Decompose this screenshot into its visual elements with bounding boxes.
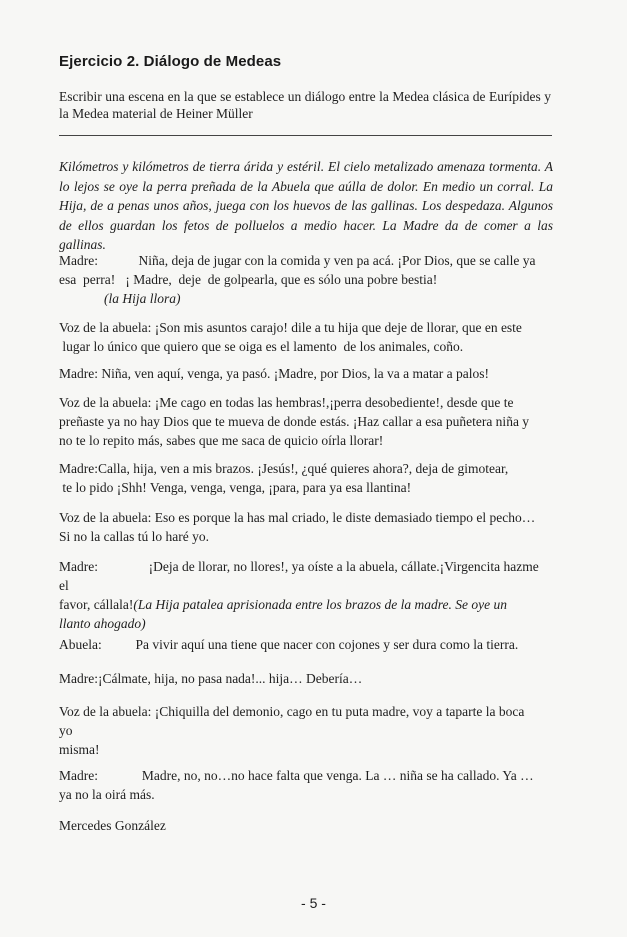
dialogue-line: ya no la oirá más. xyxy=(59,787,155,802)
page-number: - 5 - xyxy=(301,895,326,911)
dialogue-block-abuela-2 xyxy=(59,393,553,450)
dialogue-line: Madre: Niña, deja de jugar con la comida y ven pa acá. ¡Por Dios, que se calle ya xyxy=(59,253,536,268)
dialogue-line: Madre:¡Cálmate, hija, no pasa nada!... hija… Debería… xyxy=(59,671,363,686)
dialogue-line: Abuela: Pa vivir aquí una tiene que nacer con cojones y ser dura como la tierra. xyxy=(59,637,519,652)
dialogue-text: favor, cállala! xyxy=(59,597,134,612)
dialogue-block-madre-3 xyxy=(59,459,553,497)
dialogue-line: Voz de la abuela: Eso es porque la has mal criado, le diste demasiado tiempo el pecho… xyxy=(59,510,536,525)
dialogue-line: el xyxy=(59,578,69,593)
dialogue-block-madre-6 xyxy=(59,766,553,804)
dialogue-line: Voz de la abuela: ¡Chiquilla del demonio, cago en tu puta madre, voy a taparte la boca xyxy=(59,704,525,719)
horizontal-divider xyxy=(59,135,552,136)
dialogue-line xyxy=(59,595,553,614)
dialogue-block-abuela-3 xyxy=(59,508,553,546)
dialogue-block-abuela-1 xyxy=(59,318,553,356)
dialogue-line: Madre: Niña, ven aquí, venga, ya pasó. ¡Madre, por Dios, la va a matar a palos! xyxy=(59,366,489,381)
dialogue-line: preñaste ya no hay Dios que te mueva de donde estás. ¡Haz callar a esa puñetera niña y xyxy=(59,414,530,429)
dialogue-line: Voz de la abuela: ¡Son mis asuntos carajo! dile a tu hija que deje de llorar, que en este xyxy=(59,320,522,335)
stage-note: (la Hija llora) xyxy=(104,291,181,306)
dialogue-line: no te lo repito más, sabes que me saca de quicio oírla llorar! xyxy=(59,433,384,448)
dialogue-block-madre-4 xyxy=(59,557,553,633)
stage-note: (La Hija patalea aprisionada entre los brazos de la madre. Se oye un xyxy=(133,597,508,612)
dialogue-line: yo xyxy=(59,723,73,738)
stage-direction: Kilómetros y kilómetros de tierra árida y estéril. El cielo metalizado amenaza tormenta. A lo lejos se oye la perra preñada de la Abuela que aúlla de dolor. En medio un corral. La Hija, de a penas unos años, juega con los huevos de las gallinas. Los despedaza. Algunos de ellos guardan los fetos de polluelos a medio hacer. La Madre da de comer a las gallinas. xyxy=(59,159,553,253)
exercise-instructions: Escribir una escena en la que se establece un diálogo entre la Medea clásica de Eurípides y la Medea material de Heiner Müller xyxy=(59,89,551,121)
dialogue-block-abuela-5 xyxy=(59,702,553,759)
dialogue-line: Si no la callas tú lo haré yo. xyxy=(59,529,209,544)
dialogue-block-madre-5 xyxy=(59,669,553,688)
dialogue-line: misma! xyxy=(59,742,100,757)
dialogue-line: esa perra! ¡ Madre, deje de golpearla, que es sólo una pobre bestia! xyxy=(59,272,438,287)
dialogue-line: Madre: ¡Deja de llorar, no llores!, ya oíste a la abuela, cállate.¡Virgencita hazme xyxy=(59,559,539,574)
dialogue-line: lugar lo único que quiero que se oiga es el lamento de los animales, coño. xyxy=(59,339,464,354)
dialogue-block-abuela-4 xyxy=(59,635,553,654)
stage-note: llanto ahogado) xyxy=(59,616,146,631)
author-name: Mercedes González xyxy=(59,818,166,833)
author-signature xyxy=(59,816,553,835)
dialogue-line: Madre:Calla, hija, ven a mis brazos. ¡Jesús!, ¿qué quieres ahora?, deja de gimotear, xyxy=(59,461,509,476)
dialogue-block-madre-2 xyxy=(59,364,553,383)
dialogue-block-madre-1 xyxy=(59,251,553,308)
exercise-heading: Ejercicio 2. Diálogo de Medeas xyxy=(59,53,282,70)
dialogue-line: te lo pido ¡Shh! Venga, venga, venga, ¡para, para ya esa llantina! xyxy=(59,480,412,495)
dialogue-line: Madre: Madre, no, no…no hace falta que venga. La … niña se ha callado. Ya … xyxy=(59,768,534,783)
dialogue-line: Voz de la abuela: ¡Me cago en todas las hembras!,¡perra desobediente!, desde que te xyxy=(59,395,514,410)
